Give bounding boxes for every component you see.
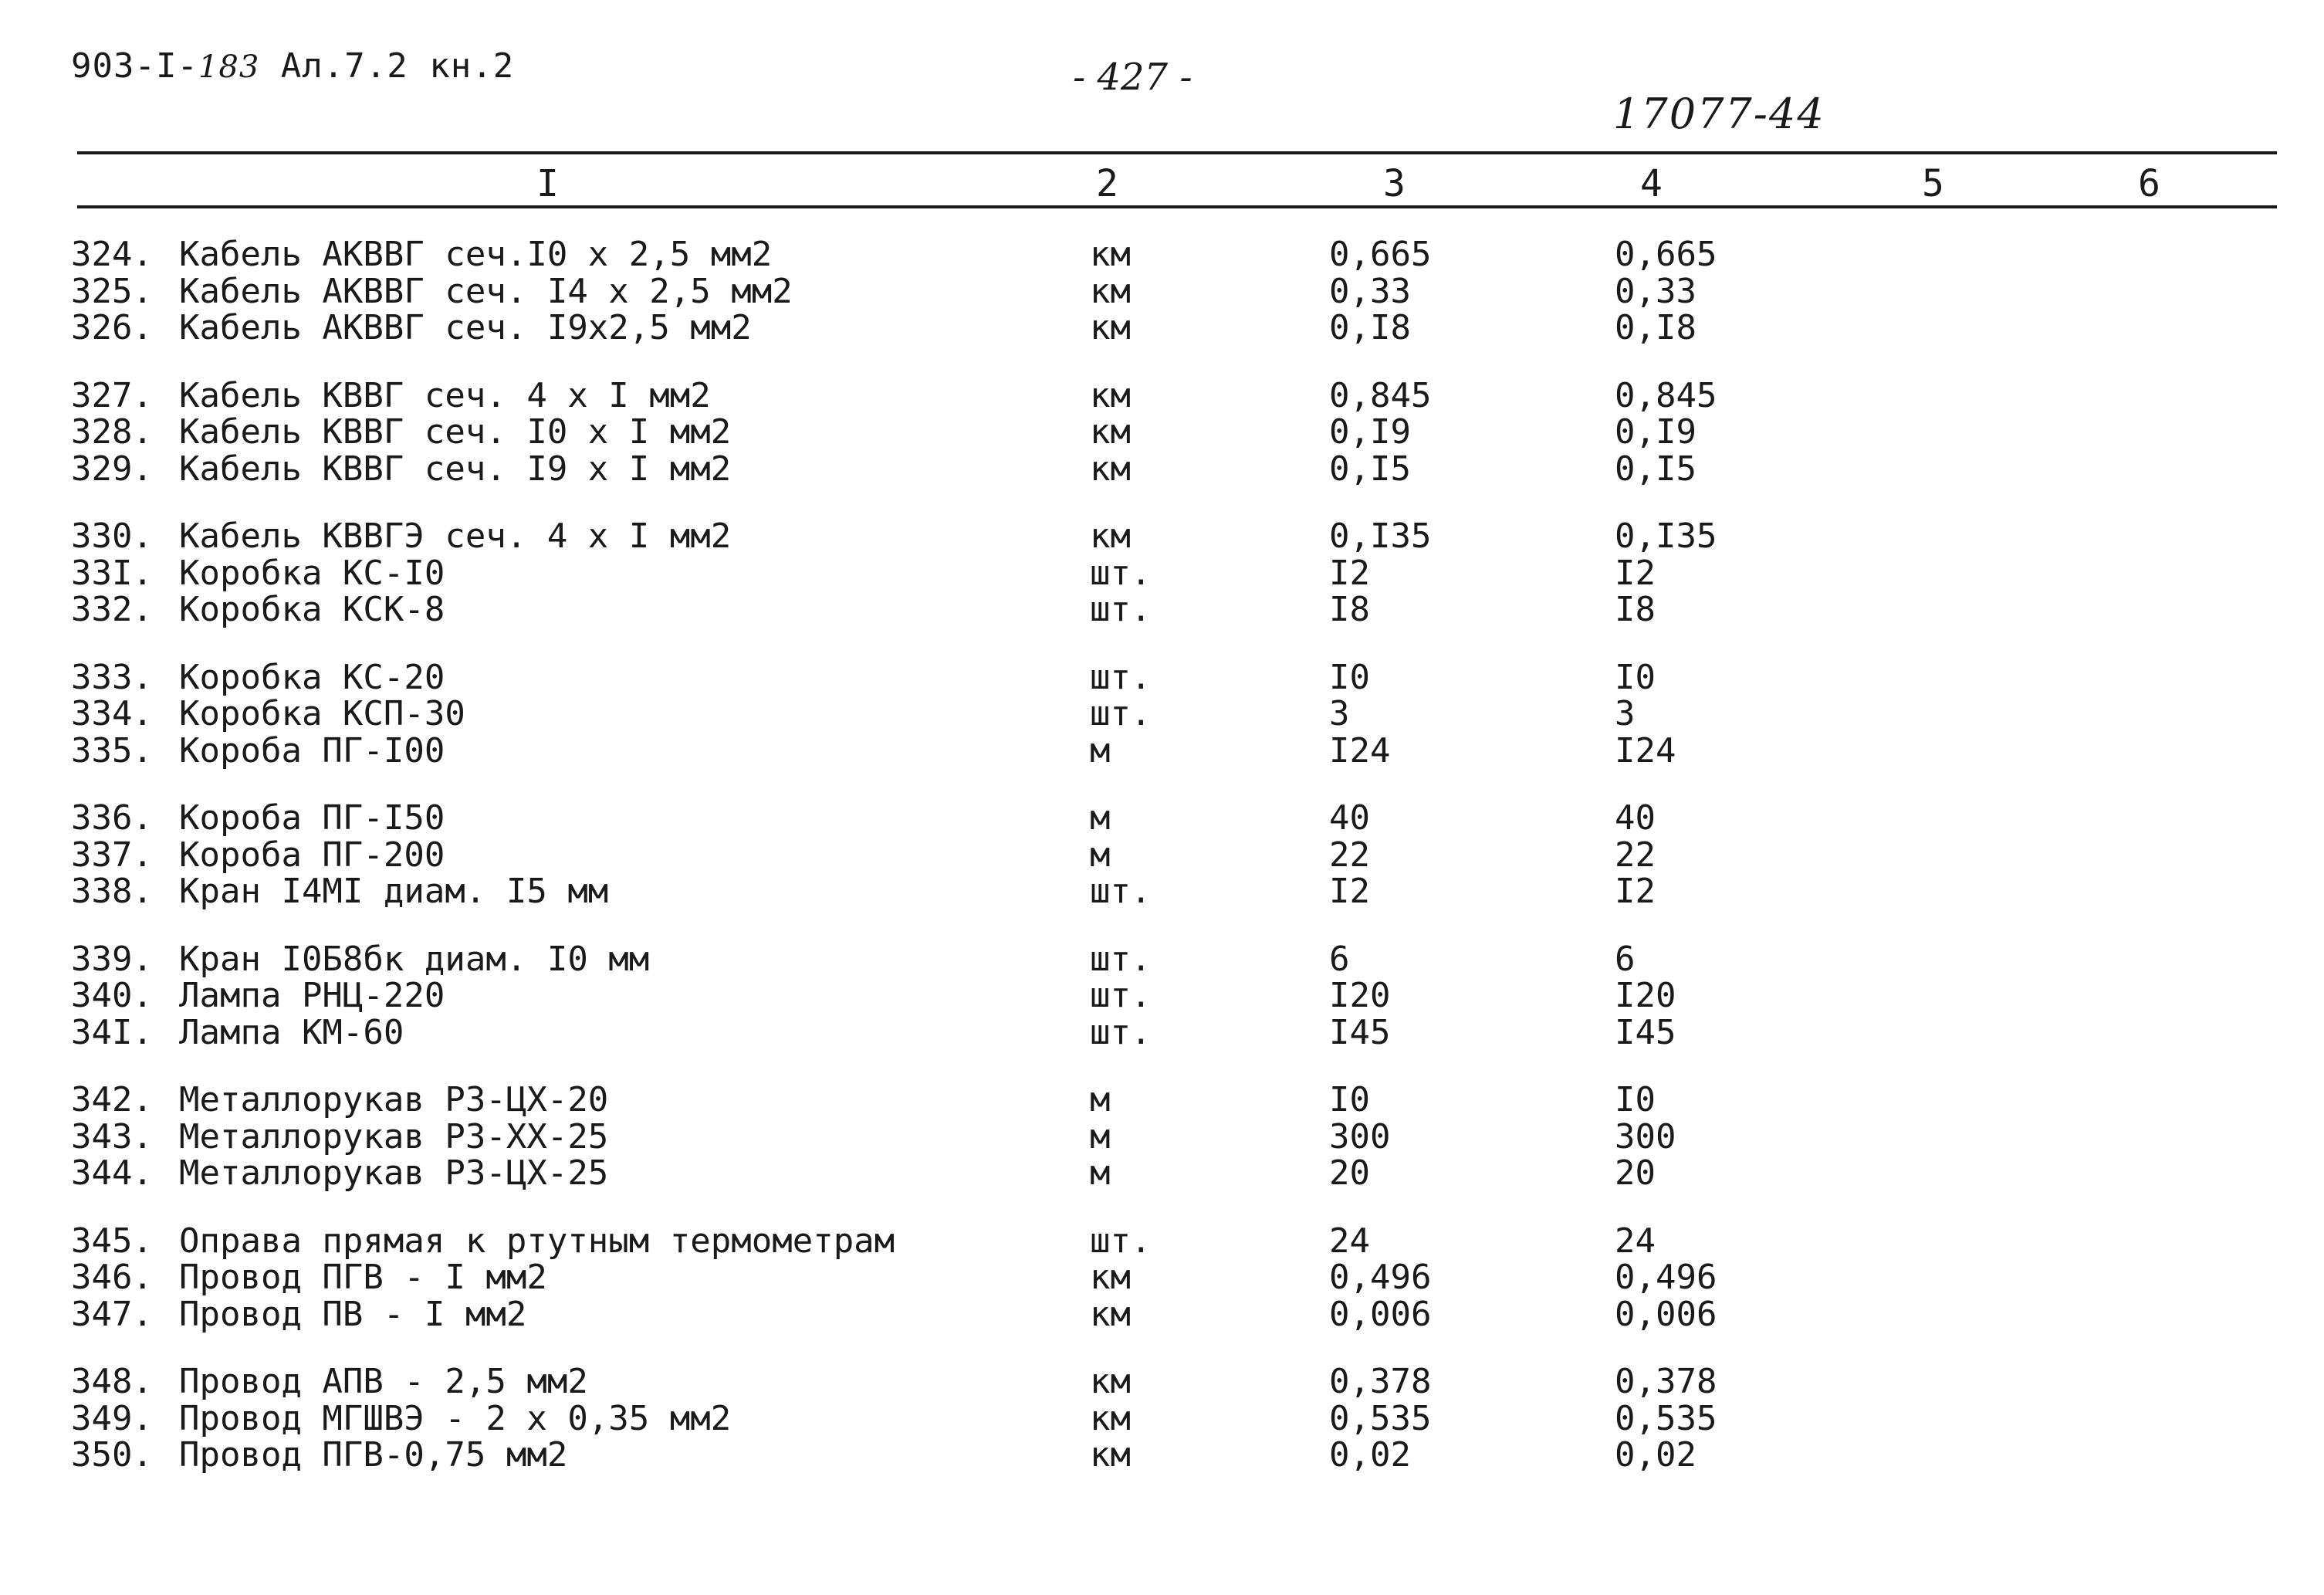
quantity-col3: 0,496: [1329, 1258, 1432, 1297]
item-unit: шт.: [1090, 657, 1152, 697]
item-number: 324.: [71, 235, 153, 274]
quantity-col3: 24: [1329, 1221, 1370, 1261]
doc-prefix: 903-I-: [71, 46, 198, 86]
item-name: Коробка КСК-8: [179, 590, 445, 629]
quantity-col4: 0,535: [1615, 1398, 1717, 1438]
item-unit: км: [1090, 1398, 1131, 1438]
item-name: Кабель АКВВГ сеч. I4 х 2,5 мм2: [179, 271, 793, 311]
quantity-col4: I8: [1615, 590, 1656, 629]
document-designation: [71, 46, 514, 86]
item-unit: шт.: [1090, 939, 1152, 979]
quantity-col4: I2: [1615, 872, 1656, 911]
item-unit: шт.: [1090, 694, 1152, 733]
item-unit: км: [1090, 271, 1131, 311]
quantity-col3: 300: [1329, 1116, 1391, 1156]
quantity-col4: 0,I5: [1615, 449, 1696, 489]
item-name: Металлорукав РЗ-ЦХ-20: [179, 1080, 609, 1119]
quantity-col4: 20: [1615, 1153, 1656, 1193]
quantity-col3: 0,535: [1329, 1398, 1432, 1438]
item-unit: м: [1090, 1153, 1111, 1193]
quantity-col3: 0,665: [1329, 235, 1432, 274]
item-unit: км: [1090, 516, 1131, 556]
item-number: 337.: [71, 835, 153, 875]
item-number: 344.: [71, 1153, 153, 1193]
item-name: Кабель АКВВГ сеч. I9х2,5 мм2: [179, 308, 752, 347]
item-name: Металлорукав РЗ-ЦХ-25: [179, 1153, 609, 1193]
item-number: 326.: [71, 308, 153, 347]
quantity-col3: 0,006: [1329, 1294, 1432, 1334]
quantity-col3: 0,I8: [1329, 308, 1411, 347]
quantity-col4: 40: [1615, 798, 1656, 838]
item-number: 340.: [71, 976, 153, 1015]
quantity-col3: 0,02: [1329, 1435, 1411, 1475]
item-unit: шт.: [1090, 976, 1152, 1015]
quantity-col4: 0,I9: [1615, 412, 1696, 452]
item-unit: шт.: [1090, 1012, 1152, 1052]
quantity-col4: 3: [1615, 694, 1636, 733]
quantity-col4: I20: [1615, 976, 1676, 1015]
item-unit: км: [1090, 412, 1131, 452]
quantity-col3: 0,378: [1329, 1362, 1432, 1401]
item-unit: шт.: [1090, 1221, 1152, 1261]
column-header-2: 2: [1096, 162, 1118, 205]
quantity-col4: I0: [1615, 1080, 1656, 1119]
item-number: 334.: [71, 694, 153, 733]
item-number: 330.: [71, 516, 153, 556]
item-number: 332.: [71, 590, 153, 629]
item-name: Провод АПВ - 2,5 мм2: [179, 1362, 588, 1401]
quantity-col4: 0,I8: [1615, 308, 1696, 347]
item-unit: шт.: [1090, 872, 1152, 911]
item-unit: км: [1090, 235, 1131, 274]
item-number: 325.: [71, 271, 153, 311]
item-number: 329.: [71, 449, 153, 489]
quantity-col3: I2: [1329, 872, 1370, 911]
table-top-rule: [77, 151, 2277, 154]
quantity-col4: I2: [1615, 553, 1656, 593]
item-unit: км: [1090, 375, 1131, 415]
item-unit: км: [1090, 1294, 1131, 1334]
item-number: 347.: [71, 1294, 153, 1334]
quantity-col4: 0,006: [1615, 1294, 1717, 1334]
item-unit: м: [1090, 1080, 1111, 1119]
quantity-col4: I45: [1615, 1012, 1676, 1052]
item-number: 33I.: [71, 553, 153, 593]
item-name: Провод ПВ - I мм2: [179, 1294, 527, 1334]
item-unit: км: [1090, 1362, 1131, 1401]
item-name: Кабель КВВГ сеч. 4 х I мм2: [179, 375, 711, 415]
quantity-col3: 6: [1329, 939, 1350, 979]
item-number: 333.: [71, 657, 153, 697]
item-unit: шт.: [1090, 553, 1152, 593]
item-number: 346.: [71, 1258, 153, 1297]
item-name: Кран I4МI диам. I5 мм: [179, 872, 609, 911]
item-number: 342.: [71, 1080, 153, 1119]
item-name: Кабель АКВВГ сеч.I0 х 2,5 мм2: [179, 235, 773, 274]
item-number: 345.: [71, 1221, 153, 1261]
quantity-col4: 0,378: [1615, 1362, 1717, 1401]
item-number: 349.: [71, 1398, 153, 1438]
quantity-col3: 3: [1329, 694, 1350, 733]
quantity-col4: I0: [1615, 657, 1656, 697]
quantity-col3: 0,I5: [1329, 449, 1411, 489]
item-unit: м: [1090, 1116, 1111, 1156]
handwritten-doc-code: 17077-44: [1613, 90, 1825, 138]
item-number: 348.: [71, 1362, 153, 1401]
column-header-6: 6: [2138, 162, 2160, 205]
item-number: 327.: [71, 375, 153, 415]
quantity-col3: 0,I9: [1329, 412, 1411, 452]
item-unit: м: [1090, 798, 1111, 838]
quantity-col3: I2: [1329, 553, 1370, 593]
item-name: Металлорукав РЗ-ХХ-25: [179, 1116, 609, 1156]
quantity-col3: I0: [1329, 657, 1370, 697]
item-unit: км: [1090, 1258, 1131, 1297]
quantity-col4: 0,I35: [1615, 516, 1717, 556]
item-name: Провод ПГВ - I мм2: [179, 1258, 547, 1297]
quantity-col3: I24: [1329, 730, 1391, 770]
column-header-1: I: [536, 162, 559, 205]
quantity-col3: 20: [1329, 1153, 1370, 1193]
quantity-col3: I8: [1329, 590, 1370, 629]
item-number: 335.: [71, 730, 153, 770]
item-name: Кран I0Б8бк диам. I0 мм: [179, 939, 650, 979]
item-name: Коробка КС-I0: [179, 553, 445, 593]
quantity-col4: 22: [1615, 835, 1656, 875]
column-header-5: 5: [1922, 162, 1944, 205]
item-name: Кабель КВВГ сеч. I9 х I мм2: [179, 449, 732, 489]
item-number: 343.: [71, 1116, 153, 1156]
column-header-4: 4: [1640, 162, 1663, 205]
item-name: Короба ПГ-200: [179, 835, 445, 875]
quantity-col4: 0,02: [1615, 1435, 1696, 1475]
item-name: Кабель КВВГЭ сеч. 4 х I мм2: [179, 516, 732, 556]
quantity-col4: 0,496: [1615, 1258, 1717, 1297]
item-unit: м: [1090, 730, 1111, 770]
quantity-col3: I45: [1329, 1012, 1391, 1052]
item-name: Коробка КСП-30: [179, 694, 465, 733]
item-name: Короба ПГ-I50: [179, 798, 445, 838]
quantity-col3: 0,I35: [1329, 516, 1432, 556]
item-name: Кабель КВВГ сеч. I0 х I мм2: [179, 412, 732, 452]
item-number: 336.: [71, 798, 153, 838]
item-number: 339.: [71, 939, 153, 979]
page-number: - 427 -: [1073, 56, 1192, 99]
column-header-3: 3: [1383, 162, 1406, 205]
item-name: Лампа РНЦ-220: [179, 976, 445, 1015]
item-unit: км: [1090, 308, 1131, 347]
item-number: 338.: [71, 872, 153, 911]
item-number: 34I.: [71, 1012, 153, 1052]
quantity-col4: 0,665: [1615, 235, 1717, 274]
item-number: 350.: [71, 1435, 153, 1475]
quantity-col4: 0,33: [1615, 271, 1696, 311]
quantity-col3: I20: [1329, 976, 1391, 1015]
doc-series-handwritten: 183: [198, 49, 260, 85]
doc-suffix: Ал.7.2 кн.2: [259, 46, 515, 86]
quantity-col4: 300: [1615, 1116, 1676, 1156]
quantity-col3: 0,845: [1329, 375, 1432, 415]
item-name: Короба ПГ-I00: [179, 730, 445, 770]
item-name: Провод ПГВ-0,75 мм2: [179, 1435, 568, 1475]
quantity-col4: I24: [1615, 730, 1676, 770]
item-unit: км: [1090, 1435, 1131, 1475]
item-name: Оправа прямая к ртутным термометрам: [179, 1221, 895, 1261]
quantity-col3: 0,33: [1329, 271, 1411, 311]
item-unit: м: [1090, 835, 1111, 875]
item-unit: км: [1090, 449, 1131, 489]
item-number: 328.: [71, 412, 153, 452]
quantity-col3: 40: [1329, 798, 1370, 838]
quantity-col3: 22: [1329, 835, 1370, 875]
table-header-rule: [77, 205, 2277, 208]
item-name: Коробка КС-20: [179, 657, 445, 697]
item-name: Провод МГШВЭ - 2 х 0,35 мм2: [179, 1398, 732, 1438]
quantity-col4: 6: [1615, 939, 1636, 979]
quantity-col4: 0,845: [1615, 375, 1717, 415]
item-name: Лампа КМ-60: [179, 1012, 404, 1052]
quantity-col4: 24: [1615, 1221, 1656, 1261]
item-unit: шт.: [1090, 590, 1152, 629]
quantity-col3: I0: [1329, 1080, 1370, 1119]
